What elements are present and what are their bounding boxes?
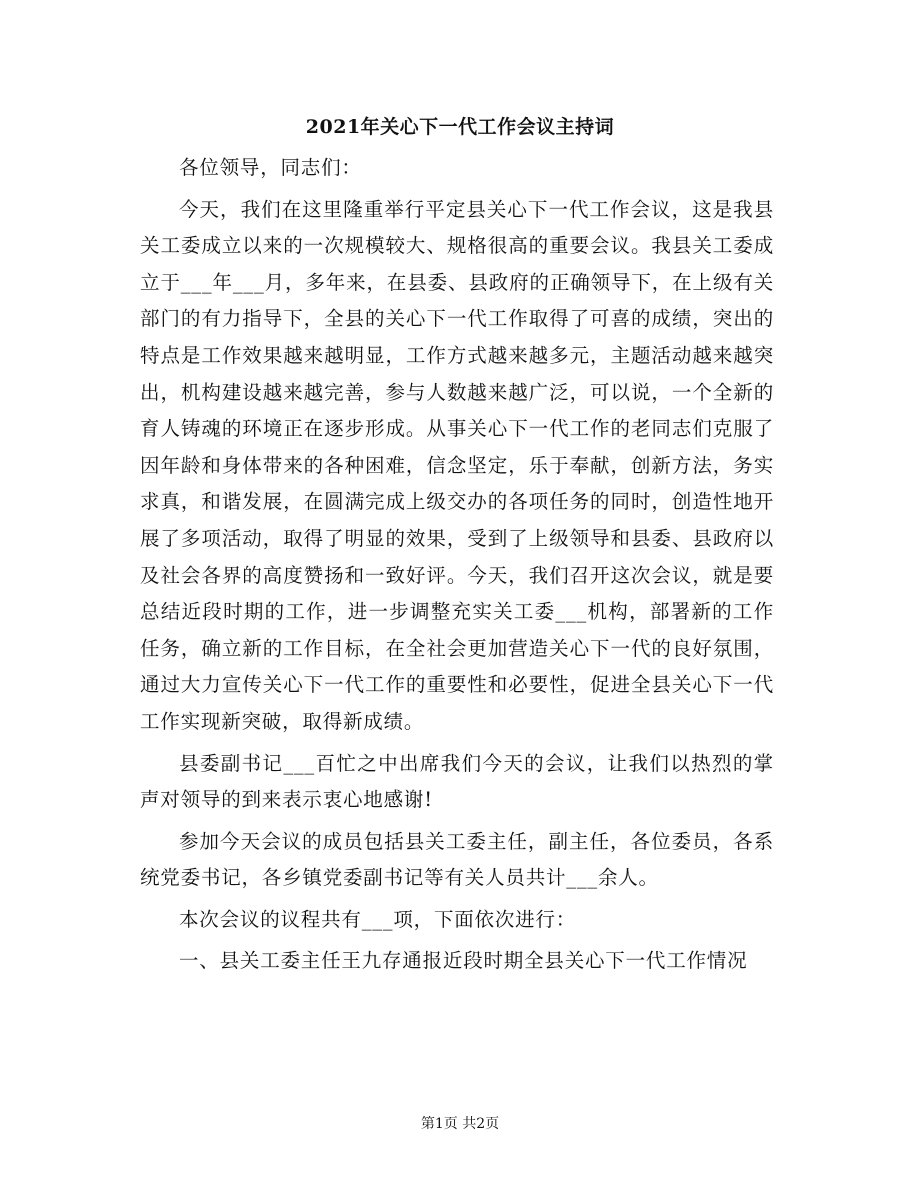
- page-indicator: 第1页 共2页: [420, 1116, 500, 1132]
- paragraph-agenda-item-1: 一、县关工委主任王九存通报近段时期全县关心下一代工作情况: [179, 949, 748, 973]
- paragraph-opening: 今天，我们在这里隆重举行平定县关心下一代工作会议，这是我县关工委成立以来的一次规模较大、规格很高的重要会议。我县关工委成立于___年___月，多年来，在县委、县政府的正确领导下，在上级有关部门的有力指导下，全县的关心下一代工作取得了可喜的成绩，突出的特点是工作效果越来越明显，工作方式越来越多元，主题活动越来越突出，机构建设越来越完善，参与人数越来越广泛，可以说，一个全新的育人铸魂的环境正在逐步形成。从事关心下一代工作的老同志们克服了因年龄和身体带来的各种困难，信念坚定，乐于奉献，创新方法，务实求真，和谐发展，在圆满完成上级交办的各项任务的同时，创造性地开展了多项活动，取得了明显的效果，受到了上级领导和县委、县政府以及社会各界的高度赞扬和一致好评。今天，我们召开这次会议，就是要总结近段时期的工作，进一步调整充实关工委___机构，部署新的工作任务，确立新的工作目标，在全社会更加营造关心下一代的良好氛围，通过大力宣传关心下一代工作的重要性和必要性，促进全县关心下一代工作实现新突破，取得新成绩。: [140, 197, 774, 733]
- document-title: 2021年关心下一代工作会议主持词: [305, 116, 615, 138]
- document-body: [140, 150, 774, 980]
- paragraph-greeting: 各位领导，同志们：: [179, 156, 362, 179]
- paragraph-thanks: 县委副书记___百忙之中出席我们今天的会议，让我们以热烈的掌声对领导的到来表示衷心地感谢!: [140, 751, 774, 812]
- paragraph-attendees: 参加今天会议的成员包括县关工委主任，副主任，各位委员，各系统党委书记，各乡镇党委副书记等有关人员共计___余人。: [140, 829, 774, 890]
- paragraph-agenda: 本次会议的议程共有___项，下面依次进行：: [179, 907, 577, 931]
